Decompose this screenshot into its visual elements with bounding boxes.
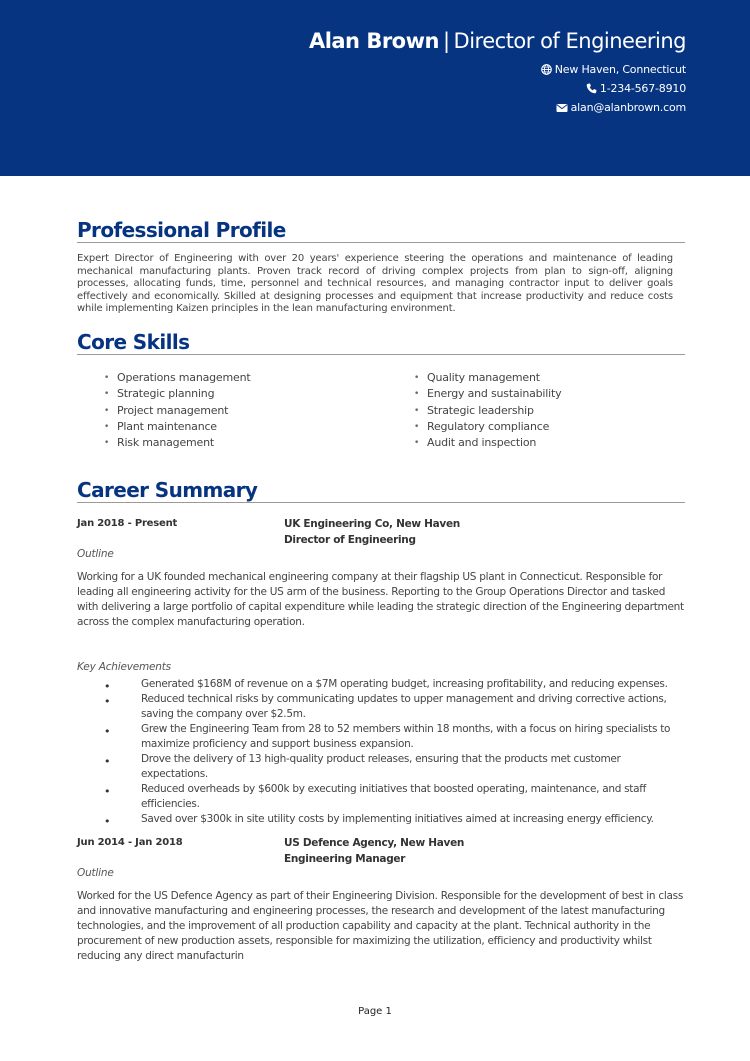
skill-item: • Energy and sustainability xyxy=(414,386,561,402)
outline-label: Outline xyxy=(77,548,114,560)
job-dates: Jan 2018 - Present xyxy=(77,518,178,529)
skills-list-right xyxy=(414,370,561,451)
header-banner xyxy=(0,0,750,176)
email-link[interactable]: alan@alanbrown.com xyxy=(570,101,686,114)
achievements-label: Key Achievements xyxy=(77,661,171,673)
achievement-item: • Grew the Engineering Team from 28 to 52 members within 18 months, with a focus on hiring specialists to maximize proficiency and support business expansion. xyxy=(104,722,674,752)
skill-item: • Project management xyxy=(104,403,250,419)
job-dates: Jun 2014 - Jan 2018 xyxy=(77,837,183,848)
contact-phone xyxy=(586,82,686,95)
contact-location xyxy=(541,63,686,76)
skill-item: • Operations management xyxy=(104,370,250,386)
job-outline: Worked for the US Defence Agency as part of their Engineering Division. Responsible for the development of best in class and innovative manufacturing and engineering processes, the research and development of the latest manufacturing technologies, and the improvement of all production capability and capacity at the plant. Technical authority in the procurement of new production assets, responsible for maximizing the utilization, efficiency and productivity whilst reducing any direct manufacturin xyxy=(77,890,684,962)
skill-item: • Plant maintenance xyxy=(104,419,250,435)
section-heading-career: Career Summary xyxy=(77,478,685,503)
achievement-item: • Reduced technical risks by communicating updates to upper management and driving corrective actions, saving the company over $2.5m. xyxy=(104,692,674,722)
skill-item: • Risk management xyxy=(104,435,250,451)
skill-item: • Strategic leadership xyxy=(414,403,561,419)
phone-icon xyxy=(586,83,597,94)
name-title xyxy=(309,29,686,53)
job-role: Engineering Manager xyxy=(284,853,406,865)
job-title: Director of Engineering xyxy=(453,29,686,53)
skill-item: • Audit and inspection xyxy=(414,435,561,451)
location-text: New Haven, Connecticut xyxy=(554,63,686,76)
name-separator: | xyxy=(442,29,450,53)
skill-item: • Quality management xyxy=(414,370,561,386)
job-outline: Working for a UK founded mechanical engineering company at their flagship US plant in Connecticut. Responsible for leading all engineering activity for the US arm of the business. Reporting to the Group Operations Director and tasked with delivering a large portfolio of capital expenditure while leading the strategic direction of the Engineering department across the complex manufacturing operation. xyxy=(77,571,684,628)
achievement-item: • Reduced overheads by $600k by executing initiatives that boosted operating, maintenance, and staff efficiencies. xyxy=(104,782,674,812)
achievement-item: • Saved over $300k in site utility costs by implementing initiatives aimed at increasing energy efficiency. xyxy=(104,812,674,827)
achievement-item: • Drove the delivery of 13 high-quality product releases, ensuring that the products met customer expectations. xyxy=(104,752,674,782)
skills-list-left xyxy=(104,370,250,451)
page-number: Page 1 xyxy=(358,1006,392,1017)
contact-email xyxy=(556,101,686,114)
achievements-list xyxy=(104,677,674,827)
candidate-name: Alan Brown xyxy=(308,29,439,53)
skill-item: • Regulatory compliance xyxy=(414,419,561,435)
skill-item: • Strategic planning xyxy=(104,386,250,402)
job-company: US Defence Agency, New Haven xyxy=(284,837,465,849)
globe-icon xyxy=(541,64,552,75)
profile-text: Expert Director of Engineering with over 20 years' experience steering the operations and maintenance of leading mechanical manufacturing plants. Proven track record of driving complex projects from plan to sign-off, aligning processes, allocating funds, time, personnel and technical resources, and managing contractor input to deliver goals effectively and economically. Skilled at designing processes and equipment that increase productivity and reduce costs while implementing Kaizen principles in the lean manufacturing environment. xyxy=(77,253,673,315)
section-heading-skills: Core Skills xyxy=(77,330,685,355)
outline-label: Outline xyxy=(77,867,114,879)
job-role: Director of Engineering xyxy=(284,534,416,546)
achievement-item: • Generated $168M of revenue on a $7M operating budget, increasing profitability, and reducing expenses. xyxy=(104,677,674,692)
section-heading-profile: Professional Profile xyxy=(77,218,685,243)
phone-text: 1-234-567-8910 xyxy=(599,82,686,95)
job-company: UK Engineering Co, New Haven xyxy=(284,518,460,530)
envelope-icon xyxy=(556,103,568,113)
